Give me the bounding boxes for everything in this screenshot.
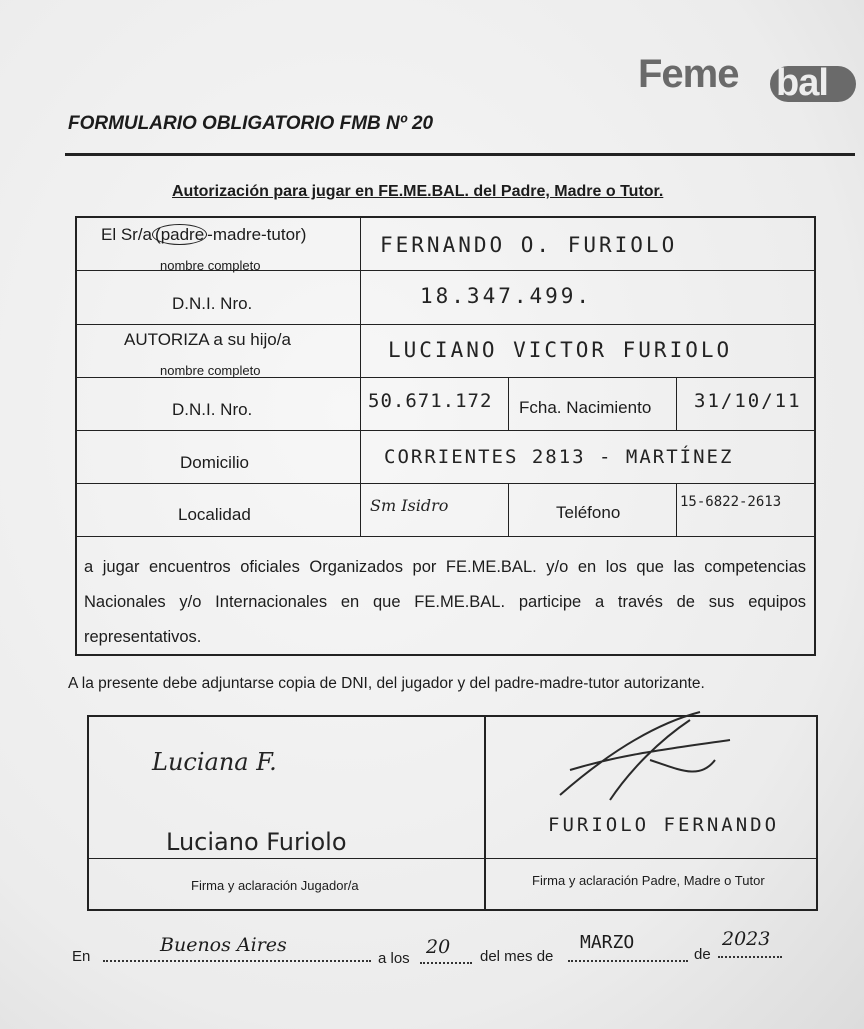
phone-value: 15-6822-2613 [680, 494, 782, 510]
logo-text-b: bal [776, 62, 828, 104]
footer-place-value: Buenos Aires [160, 934, 287, 956]
parent-dni-label: D.N.I. Nro. [172, 294, 253, 313]
column-line [676, 483, 677, 536]
table-border-top [75, 216, 816, 218]
sig-caption-line [87, 858, 818, 859]
child-label: AUTORIZA a su hijo/a [124, 330, 291, 349]
parent-label [101, 225, 306, 245]
parent-printed-name: FURIOLO FERNANDO [548, 814, 780, 836]
sig-border-bottom [87, 909, 818, 911]
player-printed-name: Luciano Furiolo [166, 828, 347, 856]
form-subtitle: Autorización para jugar en FE.ME.BAL. del Padre, Madre o Tutor. [172, 183, 664, 200]
footer-de-label: de [694, 946, 711, 963]
address-value: CORRIENTES 2813 - MARTÍNEZ [384, 446, 734, 468]
birthdate-value: 31/10/11 [694, 390, 802, 412]
column-line [508, 377, 509, 430]
birthdate-label: Fcha. Nacimiento [519, 398, 652, 417]
column-line [676, 377, 677, 430]
child-name-value: LUCIANO VICTOR FURIOLO [388, 338, 733, 362]
sig-divider [484, 715, 486, 911]
table-border-left [75, 216, 77, 656]
parent-label-post: -madre-tutor) [207, 225, 307, 244]
footer-en-label: En [72, 948, 91, 965]
title-rule [65, 153, 855, 156]
sig-border-right [816, 715, 818, 911]
footer-place-line [103, 960, 371, 962]
attachment-note: A la presente debe adjuntarse copia de DNI, del jugador y del padre-madre-tutor autorizante. [68, 675, 705, 692]
row-line [75, 536, 816, 537]
logo-pill [770, 62, 856, 104]
row-line [75, 483, 816, 484]
column-line [360, 216, 361, 536]
row-line [75, 324, 816, 325]
footer-month-value: MARZO [580, 932, 635, 953]
sig-border-left [87, 715, 89, 911]
footer-a-los-label: a los [378, 950, 410, 967]
footer-year-line [718, 956, 782, 958]
parent-label-pre: El Sr/a [101, 225, 153, 244]
authorization-paragraph: a jugar encuentros oficiales Organizados por FE.ME.BAL. y/o en los que las competencias Nacionales y/o Internacionales en que FE.ME.BAL. participe a través de sus equipos representativos. [84, 558, 806, 646]
row-line [75, 430, 816, 431]
parent-name-value: FERNANDO O. FURIOLO [380, 233, 678, 257]
table-border-right [814, 216, 816, 656]
address-label: Domicilio [180, 453, 249, 472]
child-dni-label: D.N.I. Nro. [172, 400, 253, 419]
footer-month-line [568, 960, 688, 962]
form-title: FORMULARIO OBLIGATORIO FMB Nº 20 [68, 113, 434, 134]
player-signature: Luciana F. [152, 748, 277, 776]
parent-dni-value: 18.347.499. [420, 284, 593, 308]
footer-year-value: 2023 [722, 928, 771, 950]
player-signature-caption: Firma y aclaración Jugador/a [191, 878, 359, 893]
locality-value: Sm Isidro [370, 496, 449, 515]
child-name-hint: nombre completo [160, 363, 261, 378]
logo-text-a: Feme [638, 52, 739, 96]
footer-day-line [420, 962, 472, 964]
child-dni-value: 50.671.172 [368, 390, 493, 412]
parent-signature-scribble [540, 700, 740, 810]
locality-label: Localidad [178, 505, 251, 524]
column-line [508, 483, 509, 536]
footer-day-value: 20 [426, 936, 451, 958]
phone-label: Teléfono [556, 503, 621, 522]
parent-label-circled: (padre [152, 224, 207, 245]
parent-signature-caption: Firma y aclaración Padre, Madre o Tutor [532, 873, 765, 888]
parent-name-hint: nombre completo [160, 258, 261, 273]
footer-mes-label: del mes de [480, 948, 554, 965]
